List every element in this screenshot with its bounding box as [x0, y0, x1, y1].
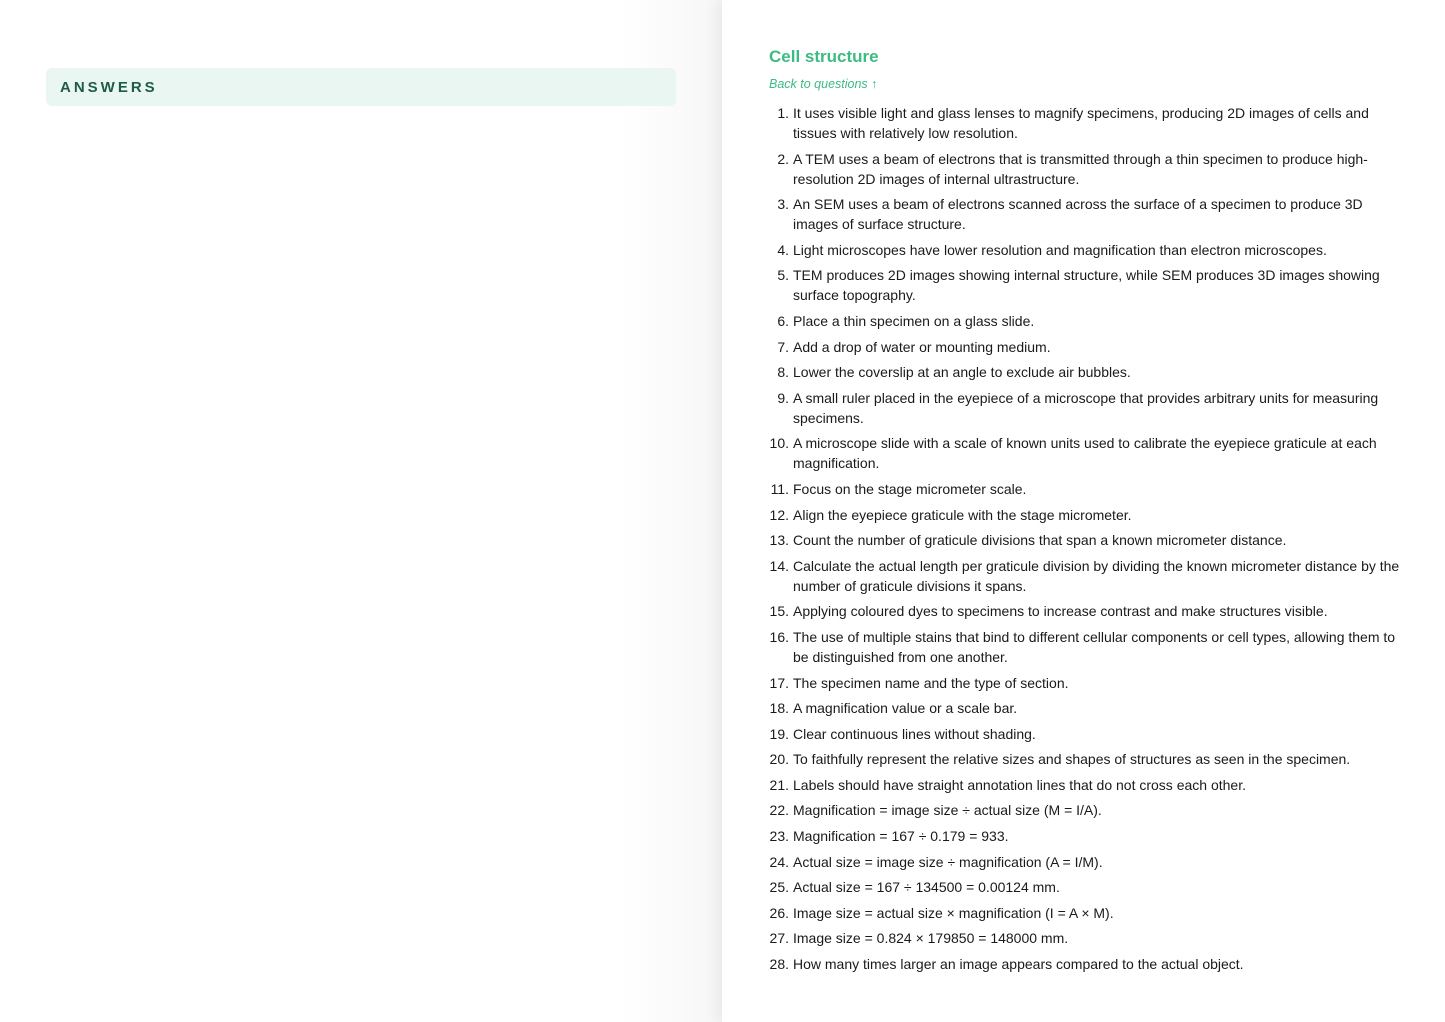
list-item [769, 826, 1403, 846]
answer-number: 6. [777, 312, 789, 329]
answer-number: 3. [777, 196, 789, 213]
list-item [769, 149, 1403, 189]
answer-number: 18. [769, 700, 789, 717]
list-item [769, 479, 1403, 499]
answer-number: 4. [777, 241, 789, 258]
list-item [769, 337, 1403, 357]
left-panel [0, 0, 722, 1022]
list-item [769, 194, 1403, 234]
answer-number: 25. [769, 879, 789, 896]
answer-number: 20. [769, 751, 789, 768]
answer-number: 1. [777, 105, 789, 121]
list-item [769, 627, 1403, 667]
list-item [769, 903, 1403, 923]
list-item [769, 103, 1403, 143]
answer-number: 16. [769, 628, 789, 645]
answer-text: How many times larger an image appears compared to the actual object. [793, 956, 1244, 973]
list-item [769, 800, 1403, 820]
answer-number: 28. [769, 956, 789, 973]
answers-banner [46, 68, 676, 106]
answer-text: Labels should have straight annotation lines that do not cross each other. [793, 776, 1246, 793]
list-item [769, 724, 1403, 744]
answer-text: Image size = actual size × magnification (I = A × M). [793, 904, 1114, 921]
back-to-questions-link[interactable]: Back to questions ↑ [769, 77, 878, 91]
list-item [769, 265, 1403, 305]
answer-text: Light microscopes have lower resolution and magnification than electron microscopes. [793, 241, 1327, 258]
list-item [769, 698, 1403, 718]
answer-number: 22. [769, 802, 789, 819]
right-panel [722, 0, 1445, 1022]
answer-text: Focus on the stage micrometer scale. [793, 480, 1027, 497]
list-item [769, 673, 1403, 693]
list-item [769, 240, 1403, 260]
list-item [769, 433, 1403, 473]
answer-text: An SEM uses a beam of electrons scanned across the surface of a specimen to produce 3D images of surface structure. [793, 196, 1363, 233]
answer-number: 5. [777, 267, 789, 284]
answer-number: 9. [777, 389, 789, 406]
answer-number: 17. [769, 674, 789, 691]
answer-number: 13. [769, 532, 789, 549]
answer-number: 12. [769, 506, 789, 523]
answer-list [769, 103, 1403, 980]
list-item [769, 954, 1403, 974]
answers-heading: ANSWERS [60, 78, 158, 96]
list-item [769, 601, 1403, 621]
answer-text: Actual size = 167 ÷ 134500 = 0.00124 mm. [793, 879, 1060, 896]
answer-number: 19. [769, 725, 789, 742]
answer-number: 27. [769, 930, 789, 947]
answer-number: 26. [769, 904, 789, 921]
list-item [769, 852, 1403, 872]
answer-text: It uses visible light and glass lenses to magnify specimens, producing 2D images of cells and tissues with relatively low resolution. [793, 105, 1369, 141]
list-item [769, 877, 1403, 897]
list-item [769, 388, 1403, 428]
list-item [769, 928, 1403, 948]
section-title: Cell structure [769, 47, 879, 66]
list-item [769, 749, 1403, 769]
list-item [769, 362, 1403, 382]
answer-text: The specimen name and the type of section. [793, 674, 1069, 691]
answer-text: Lower the coverslip at an angle to exclude air bubbles. [793, 364, 1131, 381]
answer-text: Place a thin specimen on a glass slide. [793, 312, 1035, 329]
list-item [769, 556, 1403, 596]
answer-text: Magnification = 167 ÷ 0.179 = 933. [793, 828, 1009, 845]
answer-text: Count the number of graticule divisions that span a known micrometer distance. [793, 532, 1287, 549]
answer-number: 23. [769, 828, 789, 845]
answer-text: Clear continuous lines without shading. [793, 725, 1036, 742]
answer-number: 24. [769, 853, 789, 870]
answer-text: A TEM uses a beam of electrons that is transmitted through a thin specimen to produce high-resolution 2D images of internal ultrastructure. [793, 150, 1368, 187]
answer-text: TEM produces 2D images showing internal structure, while SEM produces 3D images showing surface topography. [793, 267, 1380, 304]
list-item [769, 505, 1403, 525]
answer-text: To faithfully represent the relative sizes and shapes of structures as seen in the specimen. [793, 751, 1351, 768]
answer-number: 2. [777, 150, 789, 167]
answer-text: Calculate the actual length per graticule division by dividing the known micrometer distance by the number of graticule divisions it spans. [793, 557, 1400, 594]
answer-text: Image size = 0.824 × 179850 = 148000 mm. [793, 930, 1069, 947]
answer-number: 14. [769, 557, 789, 574]
list-item [769, 775, 1403, 795]
answer-number: 8. [777, 364, 789, 381]
answer-text: A small ruler placed in the eyepiece of a microscope that provides arbitrary units for measuring specimens. [793, 389, 1379, 426]
answer-text: A microscope slide with a scale of known units used to calibrate the eyepiece graticule at each magnification. [793, 435, 1377, 472]
answer-text: Applying coloured dyes to specimens to increase contrast and make structures visible. [793, 603, 1328, 620]
answer-number: 15. [769, 603, 789, 620]
answer-text: A magnification value or a scale bar. [793, 700, 1018, 717]
answer-number: 21. [769, 776, 789, 793]
answer-text: Add a drop of water or mounting medium. [793, 338, 1051, 355]
answer-text: Magnification = image size ÷ actual size (M = I/A). [793, 802, 1102, 819]
answer-number: 10. [769, 435, 789, 452]
answer-text: Align the eyepiece graticule with the stage micrometer. [793, 506, 1132, 523]
answer-text: Actual size = image size ÷ magnification (A = I/M). [793, 853, 1103, 870]
answer-number: 7. [777, 338, 789, 355]
list-item [769, 311, 1403, 331]
answer-text: The use of multiple stains that bind to different cellular components or cell types, allowing them to be distinguished from one another. [793, 628, 1396, 665]
list-item [769, 530, 1403, 550]
answer-number: 11. [770, 480, 789, 497]
